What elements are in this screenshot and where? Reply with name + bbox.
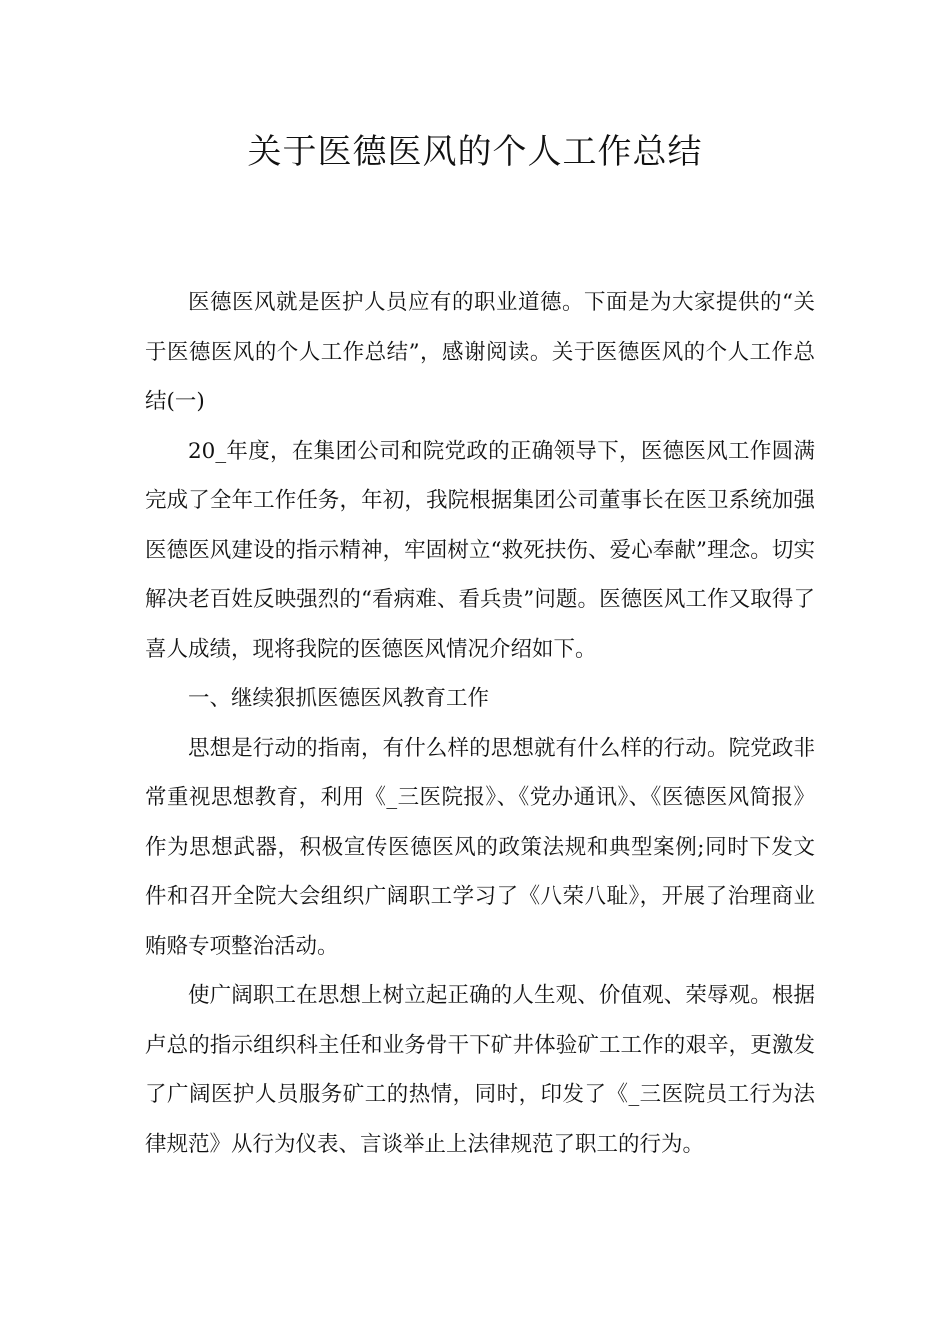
paragraph-intro: 医德医风就是医护人员应有的职业道德。下面是为大家提供的“关于医德医风的个人工作总结”，感谢阅读。关于医德医风的个人工作总结(一)	[145, 290, 815, 414]
paragraph-education: 思想是行动的指南，有什么样的思想就有什么样的行动。院党政非常重视思想教育，利用《_三医院报》、《党办通讯》、《医德医风简报》作为思想武器，积极宣传医德医风的政策法规和典型案例;同时下发文件和召开全院大会组织广阔职工学习了《八荣八耻》，开展了治理商业贿赂专项整治活动。	[145, 735, 815, 959]
document-body	[145, 278, 815, 1169]
section-heading: 一、继续狠抓医德医风教育工作	[188, 686, 490, 711]
paragraph-values: 使广阔职工在思想上树立起正确的人生观、价值观、荣辱观。根据卢总的指示组织科主任和业务骨干下矿井体验矿工工作的艰辛，更激发了广阔医护人员服务矿工的热情，同时，印发了《_三医院员工行为法律规范》从行为仪表、言谈举止上法律规范了职工的行为。	[145, 983, 815, 1157]
document-title: 关于医德医风的个人工作总结	[247, 132, 703, 172]
paragraph-overview: 20_年度，在集团公司和院党政的正确领导下，医德医风工作圆满完成了全年工作任务，年初，我院根据集团公司董事长在医卫系统加强医德医风建设的指示精神，牢固树立“救死扶伤、爱心奉献”理念。切实解决老百姓反映强烈的“看病难、看兵贵”问题。医德医风工作又取得了喜人成绩，现将我院的医德医风情况介绍如下。	[145, 438, 815, 662]
